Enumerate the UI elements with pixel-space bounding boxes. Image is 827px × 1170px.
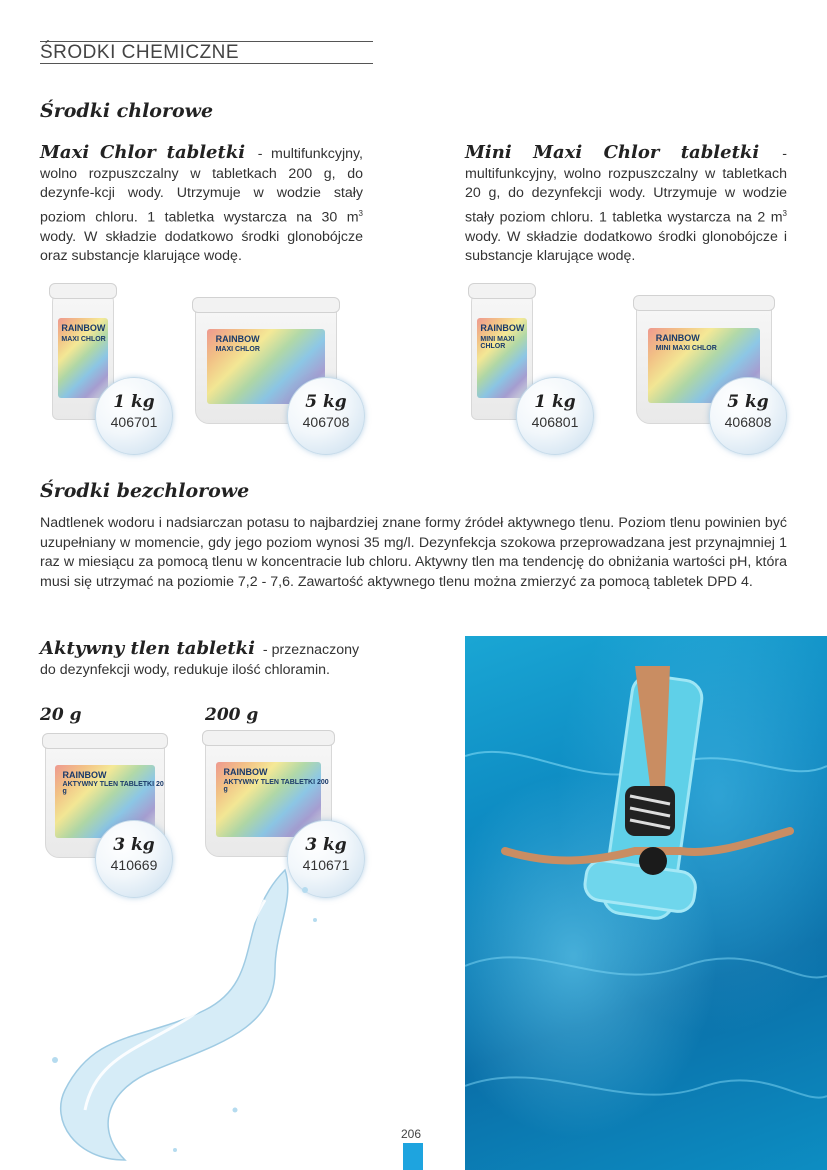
product-label: AKTYWNY TLEN TABLETKI 200 g <box>223 779 329 794</box>
product-weight: 1 kg <box>534 392 576 412</box>
mini-maxi-chlor-text-a: multifunkcyjny, wolno rozpuszczalny w tabletkach 20 g, do dezynfekcji wody. Utrzymuje w wodzie stały poziom chloru. 1 tabletka wystarcza na 2 m <box>465 165 787 226</box>
mini-maxi-chlor-description <box>465 143 787 267</box>
maxi-chlor-sup: 3 <box>358 208 363 218</box>
maxi-chlor-text-a: multifunkcyjny, wolno rozpuszczalny w tabletkach 200 g, do dezynfe-kcji wody. Utrzymuje w wodzie stały poziom chloru. 1 tabletka wystarcza na 30 m <box>40 146 363 226</box>
maxi-chlor-text-b: wody. W składzie dodatkowo środki glonobójcze oraz substancje klarujące wodę. <box>40 228 363 265</box>
pool-photo <box>465 636 827 1170</box>
water-splash-illustration <box>35 860 335 1170</box>
product-code: 406808 <box>724 414 772 430</box>
product-label: MAXI CHLOR <box>215 346 260 354</box>
product-badge-406801 <box>516 377 594 455</box>
product-code: 410669 <box>110 857 158 873</box>
mini-maxi-chlor-name: Mini Maxi Chlor tabletki <box>465 142 760 163</box>
page-accent-bar <box>403 1143 423 1170</box>
product-badge-406808 <box>709 377 787 455</box>
product-brand: RAINBOW <box>215 334 260 345</box>
tablet-weight-200g: 200 g <box>205 705 259 725</box>
product-weight: 3 kg <box>113 835 155 855</box>
chlorine-heading: Środki chlorowe <box>40 100 214 122</box>
product-lid <box>633 295 775 311</box>
product-code: 406701 <box>110 414 158 430</box>
product-label: MAXI CHLOR <box>61 335 106 343</box>
product-brand: RAINBOW <box>655 332 700 343</box>
maxi-chlor-dash: - <box>257 146 263 162</box>
maxi-chlor-name: Maxi Chlor tabletki <box>40 142 246 163</box>
mini-maxi-chlor-dash: - <box>782 146 787 162</box>
product-badge-406708 <box>287 377 365 455</box>
product-label: AKTYWNY TLEN TABLETKI 20 g <box>62 781 164 796</box>
product-lid <box>468 283 536 299</box>
mini-maxi-chlor-sup: 3 <box>782 208 787 218</box>
pool-photo-illustration <box>465 636 827 1170</box>
active-oxygen-text: - przeznaczony do dezynfekcji wody, redukuje ilość chloramin. <box>40 642 360 678</box>
active-oxygen-name: Aktywny tlen tabletki <box>40 638 255 659</box>
product-lid <box>202 730 335 746</box>
page-number: 206 <box>401 1127 422 1141</box>
product-brand: RAINBOW <box>480 322 525 333</box>
chlorine-free-body: Nadtlenek wodoru i nadsiarczan potasu to najbardziej znane formy źródeł aktywnego tlenu. Poziom tlenu powinien być uzupełniany w momencie, gdy jego poziom wynosi 35 mg/l. Dezynfekcja szokowa przeprowadzana jest przynajmniej 1 raz w miesiącu za pomocą tlenu w koncentracie lub chloru. Aktywny tlen ma tendencję do obniżania wartości pH, która musi się utrzymać na poziomie 7,2 - 7,6. Zawartość aktywnego tlenu można zmierzyć za pomocą tabletek DPD 4. <box>40 515 787 590</box>
product-label: MINI MAXI CHLOR <box>655 344 717 352</box>
active-oxygen-description <box>40 639 360 680</box>
product-weight: 3 kg <box>305 835 347 855</box>
product-brand: RAINBOW <box>61 322 106 333</box>
header-rule-bottom <box>40 63 373 64</box>
product-brand: RAINBOW <box>62 769 107 780</box>
tablet-weight-20g: 20 g <box>40 705 82 725</box>
product-lid <box>49 283 117 299</box>
product-lid <box>42 733 168 749</box>
section-title: ŚRODKI CHEMICZNE <box>40 42 240 63</box>
product-code: 410671 <box>302 857 350 873</box>
product-weight: 5 kg <box>727 392 769 412</box>
product-label: MINI MAXI CHLOR <box>480 335 515 350</box>
product-weight: 1 kg <box>113 392 155 412</box>
mini-maxi-chlor-text-b: wody. W składzie dodatkowo środki glonobójcze i substancje klarujące wodę. <box>465 228 787 265</box>
product-weight: 5 kg <box>305 392 347 412</box>
product-code: 406708 <box>302 414 350 430</box>
product-badge-406701 <box>95 377 173 455</box>
product-code: 406801 <box>531 414 579 430</box>
product-brand: RAINBOW <box>223 767 268 778</box>
maxi-chlor-description <box>40 143 363 267</box>
product-lid <box>192 297 340 313</box>
chlorine-free-heading: Środki bezchlorowe <box>40 480 250 502</box>
